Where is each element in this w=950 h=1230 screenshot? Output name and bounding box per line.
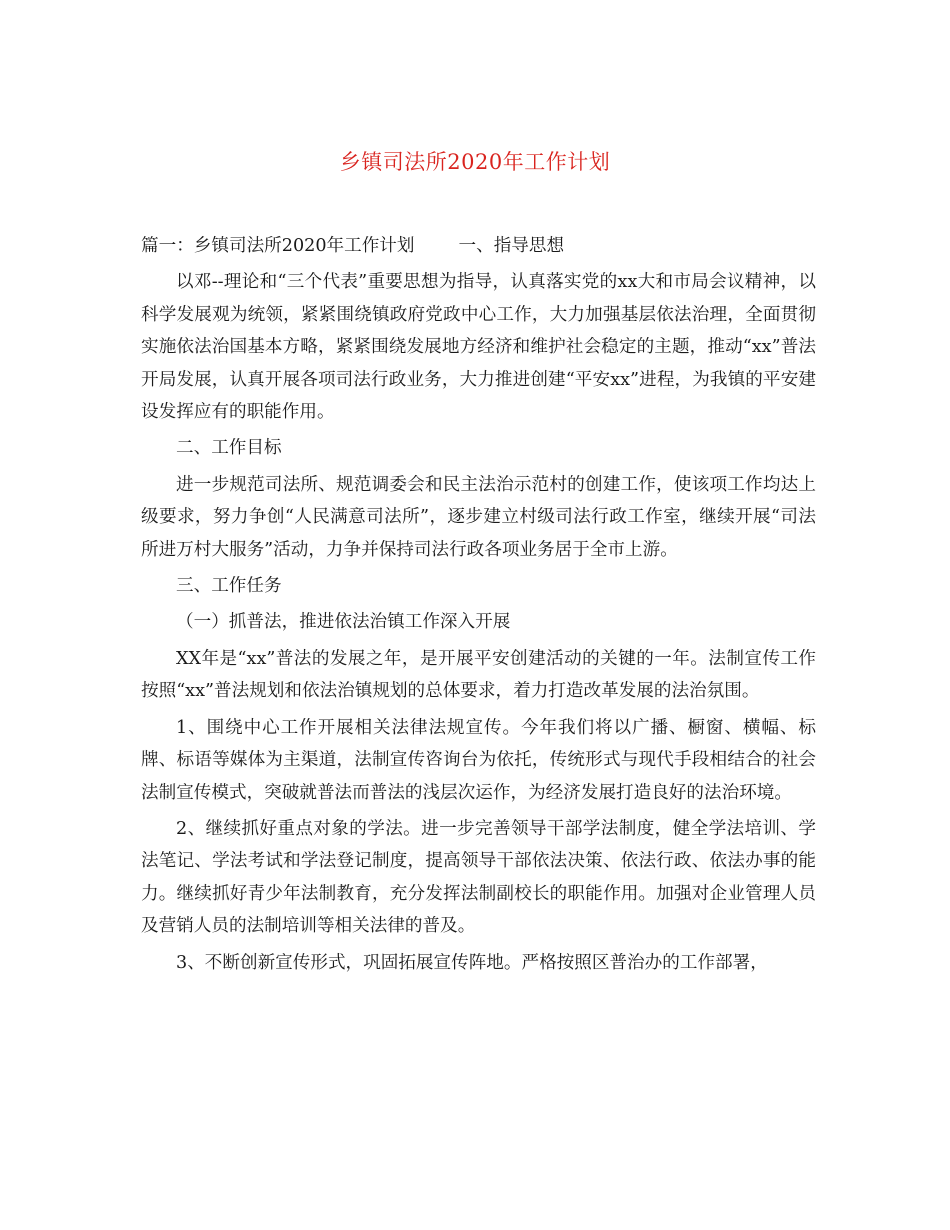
section-heading: 三、工作任务 [176,576,282,597]
document-body [141,230,816,983]
intro-prefix: 篇一：乡镇司法所2020年工作计划 [141,236,415,256]
subsection-heading: （一）抓普法，推进依法治镇工作深入开展 [176,612,511,633]
document-title: 乡镇司法所2020年工作计划 [339,150,611,174]
paragraph: 2、继续抓好重点对象的学法。进一步完善领导干部学法制度，健全学法培训、学法笔记、学法考试和学法登记制度，提高领导干部依法决策、依法行政、依法办事的能力。继续抓好青少年法制教育，充分发挥法制副校长的职能作用。加强对企业管理人员及营销人员的法制培训等相关法律的普及。 [141,818,816,937]
paragraph: 以邓--理论和“三个代表”重要思想为指导，认真落实党的xx大和市局会议精神，以科学发展观为统领，紧紧围绕镇政府党政中心工作，大力加强基层依法治理，全面贯彻实施依法治国基本方略，紧紧围绕发展地方经济和维护社会稳定的主题，推动“xx”普法开局发展，认真开展各项司法行政业务，大力推进创建“平安xx”进程，为我镇的平安建设发挥应有的职能作用。 [141,272,816,423]
paragraph: 进一步规范司法所、规范调委会和民主法治示范村的创建工作，使该项工作均达上级要求，努力争创“人民满意司法所”，逐步建立村级司法行政工作室，继续开展“司法所进万村大服务”活动，力争并保持司法行政各项业务居于全市上游。 [141,474,816,560]
intro-line [141,230,816,262]
paragraph: XX年是“xx”普法的发展之年，是开展平安创建活动的关键的一年。法制宣传工作按照“xx”普法规划和依法治镇规划的总体要求，着力打造改革发展的法治氛围。 [141,648,816,702]
intro-heading: 一、指导思想 [458,236,565,256]
paragraph: 3、不断创新宣传形式，巩固拓展宣传阵地。严格按照区普治办的工作部署， [176,952,768,973]
paragraph: 1、围绕中心工作开展相关法律法规宣传。今年我们将以广播、橱窗、横幅、标牌、标语等媒体为主渠道，法制宣传咨询台为依托，传统形式与现代手段相结合的社会法制宣传模式，突破就普法而普法的浅层次运作，为经济发展打造良好的法治环境。 [141,717,816,803]
section-heading: 二、工作目标 [176,438,282,459]
